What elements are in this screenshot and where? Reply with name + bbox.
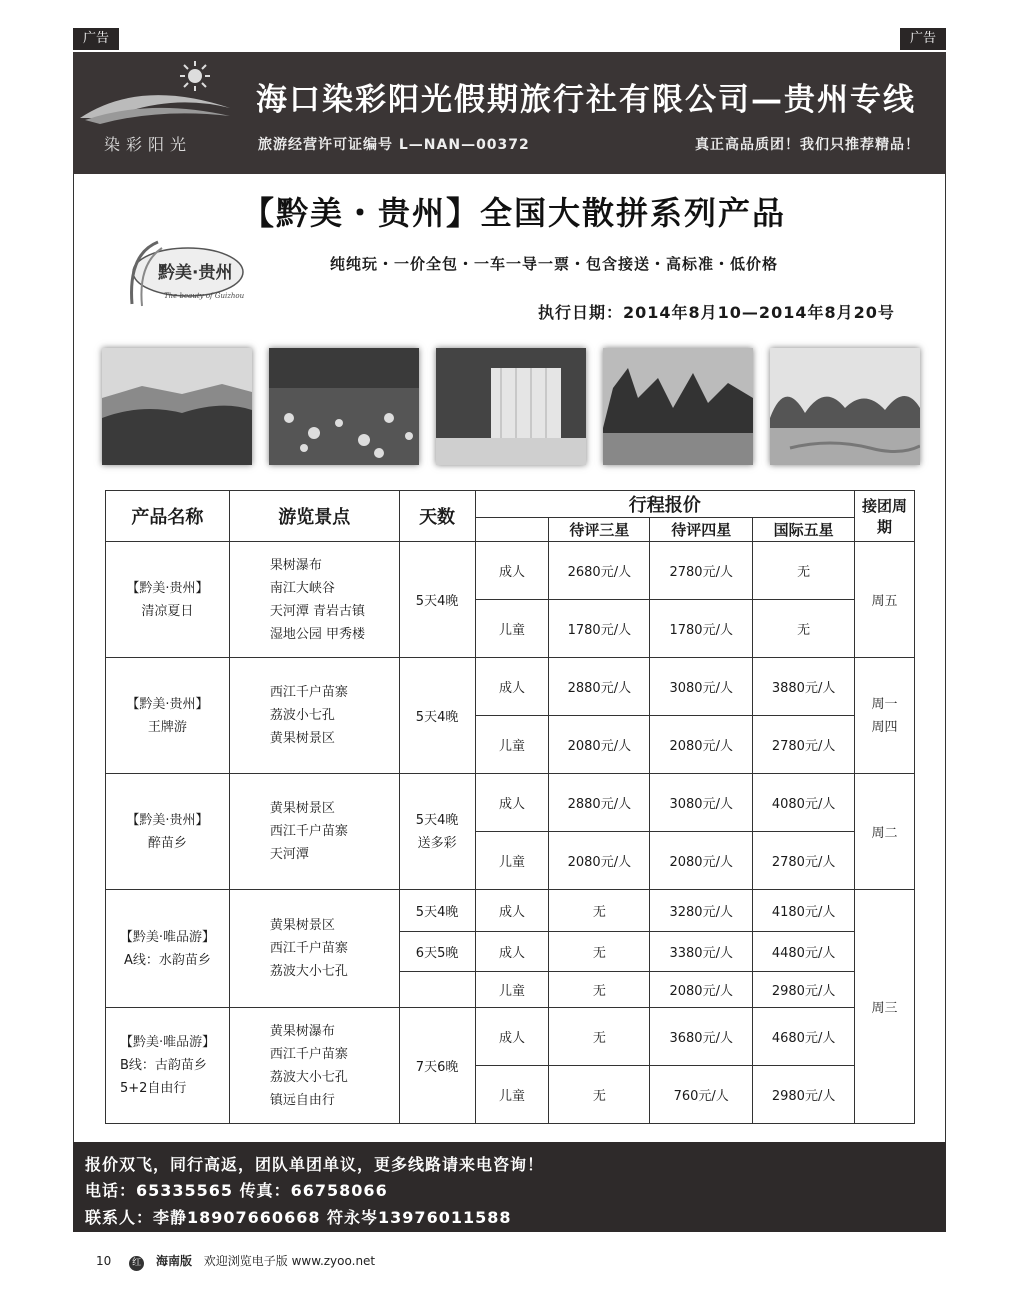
page-number: 10 xyxy=(96,1254,112,1268)
price-cell: 2980元/人 xyxy=(753,1066,855,1124)
price-cell: 3380元/人 xyxy=(650,932,753,972)
photo-waterfall xyxy=(436,348,586,465)
header-three-star: 待评三星 xyxy=(549,518,650,542)
price-cell: 1780元/人 xyxy=(549,600,650,658)
product-cell xyxy=(106,658,230,774)
days-cell xyxy=(399,972,475,1008)
who-cell: 儿童 xyxy=(475,600,549,658)
edition-label: 海南版 xyxy=(155,1254,192,1268)
features-list: 纯纯玩・一价全包・一车一导一票・包含接送・高标准・低价格 xyxy=(330,255,779,273)
cycle-cell: 周五 xyxy=(855,542,915,658)
product-name: A线：水韵苗乡 xyxy=(123,952,211,968)
header-spots: 游览景点 xyxy=(229,491,399,542)
price-cell: 4480元/人 xyxy=(753,932,855,972)
table-row xyxy=(106,658,915,716)
footer-notice: 报价双飞，同行高返，团队单团单议，更多线路请来电咨询！ xyxy=(85,1155,545,1174)
price-cell: 3880元/人 xyxy=(753,658,855,716)
price-cell: 2880元/人 xyxy=(549,774,650,832)
header-price: 行程报价 xyxy=(475,491,855,518)
photo-karst-fields xyxy=(770,348,920,465)
product-cell xyxy=(106,890,230,1008)
price-cell: 2080元/人 xyxy=(650,972,753,1008)
price-cell: 2880元/人 xyxy=(549,658,650,716)
photo-karst-river xyxy=(603,348,753,465)
days-cell: 5天4晚 xyxy=(399,658,475,774)
logo-text: 染彩阳光 xyxy=(104,135,193,154)
header-days: 天数 xyxy=(399,491,475,542)
days-cell: 6天5晚 xyxy=(399,932,475,972)
who-cell: 儿童 xyxy=(475,1066,549,1124)
product-cell xyxy=(106,774,230,890)
who-cell: 儿童 xyxy=(475,832,549,890)
product-name: 醉苗乡 xyxy=(147,835,187,851)
footer-phone: 电话：65335565 传真：66758066 xyxy=(85,1181,388,1200)
brand-logo-text: 黔美·贵州 xyxy=(158,263,233,283)
days-cell: 5天4晚 xyxy=(399,890,475,932)
spots-cell: 黄果树景区 西江千户苗寨 荔波大小七孔 xyxy=(229,890,399,1008)
header-product: 产品名称 xyxy=(106,491,230,542)
price-cell: 无 xyxy=(549,1066,650,1124)
price-cell: 无 xyxy=(753,542,855,600)
price-cell: 无 xyxy=(549,932,650,972)
header-blank xyxy=(475,518,549,542)
price-cell: 4680元/人 xyxy=(753,1008,855,1066)
table-row xyxy=(106,774,915,832)
price-cell: 1780元/人 xyxy=(650,600,753,658)
price-cell: 3280元/人 xyxy=(650,890,753,932)
license-number: 旅游经营许可证编号 L—NAN—00372 xyxy=(258,137,530,153)
ad-label-right: 广告 xyxy=(900,28,946,50)
product-tag: 【黔美·贵州】 xyxy=(126,580,209,596)
photo-mountain-forest xyxy=(102,348,252,465)
welcome-text: 欢迎浏览电子版 www.zyoo.net xyxy=(203,1254,376,1268)
product-cell xyxy=(106,1008,230,1124)
ad-label-left: 广告 xyxy=(73,28,119,50)
spots-cell: 西江千户苗寨 荔波小七孔 黄果树景区 xyxy=(229,658,399,774)
price-cell: 2780元/人 xyxy=(753,716,855,774)
who-cell: 成人 xyxy=(475,1008,549,1066)
who-cell: 成人 xyxy=(475,658,549,716)
header-four-star: 待评四星 xyxy=(650,518,753,542)
price-cell: 2780元/人 xyxy=(650,542,753,600)
price-cell: 3080元/人 xyxy=(650,774,753,832)
price-cell: 2080元/人 xyxy=(650,832,753,890)
price-cell: 无 xyxy=(549,1008,650,1066)
who-cell: 儿童 xyxy=(475,716,549,774)
product-cell xyxy=(106,542,230,658)
page-footer xyxy=(96,1252,375,1271)
photo-flower-forest xyxy=(269,348,419,465)
header-five-star: 国际五星 xyxy=(753,518,855,542)
red-badge-icon: 红 xyxy=(129,1256,144,1271)
spots-cell: 果树瀑布 南江大峡谷 天河潭 青岩古镇 湿地公园 甲秀楼 xyxy=(229,542,399,658)
product-name: 清凉夏日 xyxy=(141,603,194,619)
who-cell: 儿童 xyxy=(475,972,549,1008)
price-cell: 4180元/人 xyxy=(753,890,855,932)
price-cell: 2980元/人 xyxy=(753,972,855,1008)
spots-cell: 黄果树景区 西江千户苗寨 天河潭 xyxy=(229,774,399,890)
price-cell: 2780元/人 xyxy=(753,832,855,890)
table-row xyxy=(106,542,915,600)
header-departure: 接团周期 xyxy=(855,491,915,542)
product-name: 王牌游 xyxy=(147,719,187,735)
price-cell: 2680元/人 xyxy=(549,542,650,600)
slogan: 真正高品质团！我们只推荐精品！ xyxy=(695,137,920,153)
price-cell: 760元/人 xyxy=(650,1066,753,1124)
who-cell: 成人 xyxy=(475,890,549,932)
who-cell: 成人 xyxy=(475,932,549,972)
price-cell: 3680元/人 xyxy=(650,1008,753,1066)
company-name: 海口染彩阳光假期旅行社有限公司—贵州专线 xyxy=(256,82,916,118)
valid-dates: 执行日期：2014年8月10—2014年8月20号 xyxy=(538,303,895,322)
price-cell: 2080元/人 xyxy=(650,716,753,774)
brand-logo-subtitle: The beauty of Guizhou xyxy=(164,292,245,300)
who-cell: 成人 xyxy=(475,774,549,832)
days-cell: 5天4晚 xyxy=(399,542,475,658)
footer-contacts: 联系人：李静18907660668 符永岑13976011588 xyxy=(85,1208,512,1227)
product-tag: 【黔美·唯品游】 xyxy=(120,1035,216,1050)
product-tag: 【黔美·贵州】 xyxy=(126,696,209,712)
who-cell: 成人 xyxy=(475,542,549,600)
price-cell: 2080元/人 xyxy=(549,832,650,890)
price-cell: 3080元/人 xyxy=(650,658,753,716)
price-cell: 4080元/人 xyxy=(753,774,855,832)
spots-cell: 黄果树瀑布 西江千户苗寨 荔波大小七孔 镇远自由行 xyxy=(229,1008,399,1124)
cycle-cell: 周一 周四 xyxy=(855,658,915,774)
price-cell: 无 xyxy=(549,890,650,932)
qianmei-brand-logo xyxy=(118,234,248,314)
price-cell: 2080元/人 xyxy=(549,716,650,774)
days-cell: 5天4晚 送多彩 xyxy=(399,774,475,890)
contact-footer xyxy=(73,1142,946,1232)
days-cell: 7天6晚 xyxy=(399,1008,475,1124)
cycle-cell: 周二 xyxy=(855,774,915,890)
table-row xyxy=(106,890,915,932)
product-tag: 【黔美·唯品游】 xyxy=(119,929,215,945)
product-name: B线：古韵苗乡 5+2自由行 xyxy=(120,1058,207,1096)
page-title: 【黔美・贵州】全国大散拼系列产品 xyxy=(242,194,787,232)
price-cell: 无 xyxy=(753,600,855,658)
price-table xyxy=(105,490,915,1124)
product-tag: 【黔美·贵州】 xyxy=(126,812,209,828)
table-row xyxy=(106,1008,915,1066)
price-cell: 无 xyxy=(549,972,650,1008)
cycle-cell: 周三 xyxy=(855,890,915,1124)
